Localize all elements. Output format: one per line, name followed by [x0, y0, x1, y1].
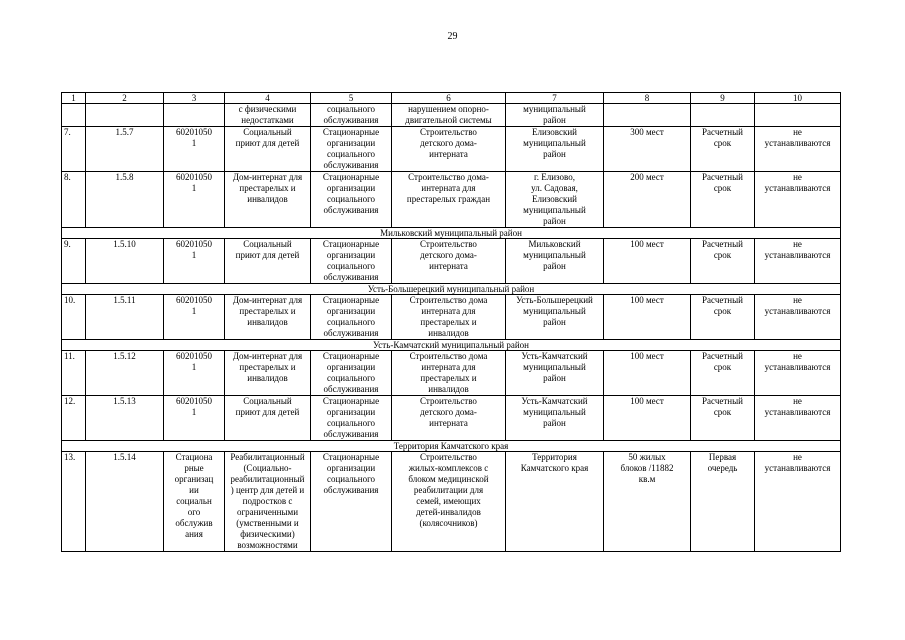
- section-title: Усть-Большерецкий муниципальный район: [62, 284, 841, 295]
- cell-line: Стационарные: [322, 127, 380, 137]
- cell-line: 1.5.7: [115, 127, 134, 137]
- cell-line: 100 мест: [630, 239, 664, 249]
- cell-line: социального: [326, 317, 376, 327]
- cell-line: ания: [185, 529, 203, 539]
- cell-line: Стационарные: [322, 172, 380, 182]
- cell-line: интерната: [429, 418, 468, 428]
- table-cell: [392, 127, 506, 172]
- header-cell: 9: [691, 93, 755, 104]
- cell-line: обслуживания: [323, 205, 379, 215]
- header-cell: 10: [755, 93, 841, 104]
- cell-line: обслуживания: [323, 429, 379, 439]
- section-title: Территория Камчатского края: [62, 441, 841, 452]
- cell-line: блоком медицинской: [408, 474, 489, 484]
- cell-line: Камчатского края: [520, 463, 589, 473]
- table-cell: [506, 239, 604, 284]
- cell-line: 11.: [64, 351, 75, 361]
- cell-line: район: [543, 216, 566, 226]
- cell-line: муниципальный: [523, 306, 586, 316]
- cell-line: Усть-Камчатский: [521, 351, 588, 361]
- table-cell: [392, 104, 506, 127]
- table-cell: [62, 172, 86, 228]
- table-cell: [86, 172, 164, 228]
- table-cell: [311, 452, 392, 552]
- table-cell: [691, 127, 755, 172]
- table-cell: [604, 295, 691, 340]
- table-cell: [691, 396, 755, 441]
- table-cell: [62, 452, 86, 552]
- table-cell: [164, 104, 225, 127]
- cell-line: 50 жилых: [628, 452, 666, 462]
- cell-line: престарелых и: [239, 306, 296, 316]
- cell-line: очередь: [707, 463, 738, 473]
- cell-line: Расчетный: [702, 239, 743, 249]
- cell-line: Усть-Большерецкий: [516, 295, 593, 305]
- cell-line: 60201050: [176, 351, 212, 361]
- table-cell: [392, 452, 506, 552]
- cell-line: интерната для: [421, 362, 476, 372]
- cell-line: 12.: [64, 396, 76, 406]
- cell-line: 100 мест: [630, 295, 664, 305]
- cell-line: не: [793, 452, 802, 462]
- table-cell: [392, 172, 506, 228]
- cell-line: социального: [326, 418, 376, 428]
- cell-line: реабилитации для: [413, 485, 484, 495]
- section-title: Усть-Камчатский муниципальный район: [62, 340, 841, 351]
- header-cell: 1: [62, 93, 86, 104]
- cell-line: детского дома-: [420, 138, 477, 148]
- cell-line: район: [543, 373, 566, 383]
- cell-line: обслуживания: [323, 485, 379, 495]
- cell-line: двигательной системы: [405, 115, 492, 125]
- table-cell: [225, 295, 311, 340]
- table-cell: [755, 172, 841, 228]
- cell-line: 300 мест: [630, 127, 664, 137]
- cell-line: организации: [326, 306, 376, 316]
- section-row: [62, 340, 841, 351]
- cell-line: интерната для: [421, 183, 476, 193]
- cell-line: район: [543, 317, 566, 327]
- cell-line: Стационарные: [322, 295, 380, 305]
- table-cell: [691, 239, 755, 284]
- section-row: [62, 441, 841, 452]
- table-cell: [86, 396, 164, 441]
- table-cell: [164, 127, 225, 172]
- table-cell: [604, 127, 691, 172]
- cell-line: Стационарные: [322, 396, 380, 406]
- cell-line: Мильковский: [528, 239, 581, 249]
- cell-line: инвалидов: [247, 317, 288, 327]
- header-cell: 6: [392, 93, 506, 104]
- header-cell: 2: [86, 93, 164, 104]
- cell-line: муниципальный: [523, 205, 586, 215]
- table-cell: [506, 172, 604, 228]
- cell-line: инвалидов: [428, 328, 469, 338]
- cell-line: реабилитационный: [230, 474, 305, 484]
- table-cell: [604, 351, 691, 396]
- table-cell: [311, 104, 392, 127]
- cell-line: возможностями: [237, 540, 298, 550]
- cell-line: Первая: [708, 452, 737, 462]
- table-cell: [506, 127, 604, 172]
- table-cell: [506, 351, 604, 396]
- cell-line: обслужив: [175, 518, 213, 528]
- cell-line: 10.: [64, 295, 76, 305]
- cell-line: престарелых и: [239, 183, 296, 193]
- cell-line: 1: [191, 138, 197, 148]
- cell-line: 100 мест: [630, 396, 664, 406]
- table-cell: [86, 127, 164, 172]
- cell-line: интерната для: [421, 306, 476, 316]
- table-cell: [691, 452, 755, 552]
- cell-line: инвалидов: [247, 373, 288, 383]
- cell-line: район: [543, 149, 566, 159]
- table-cell: [225, 172, 311, 228]
- table-cell: [311, 351, 392, 396]
- cell-line: организац: [174, 474, 214, 484]
- cell-line: район: [543, 261, 566, 271]
- cell-line: блоков /11882: [620, 463, 674, 473]
- table-cell: [755, 104, 841, 127]
- cell-line: социальн: [176, 496, 212, 506]
- cell-line: детей-инвалидов: [416, 507, 481, 517]
- table-cell: [755, 396, 841, 441]
- cell-line: срок: [713, 362, 732, 372]
- cell-line: 60201050: [176, 396, 212, 406]
- table-cell: [604, 239, 691, 284]
- table-cell: [86, 295, 164, 340]
- cell-line: (Социально-: [243, 463, 292, 473]
- table-cell: [164, 351, 225, 396]
- cell-line: Строительство дома: [409, 351, 488, 361]
- table-cell: [62, 295, 86, 340]
- cell-line: Расчетный: [702, 396, 743, 406]
- table-cell: [86, 104, 164, 127]
- table-cell: [755, 295, 841, 340]
- cell-line: Строительство дома-: [408, 172, 489, 182]
- cell-line: не: [793, 239, 802, 249]
- cell-line: социального: [326, 194, 376, 204]
- table-cell: [691, 172, 755, 228]
- cell-line: ) центр для детей и: [230, 485, 305, 495]
- cell-line: социального: [326, 474, 376, 484]
- table-cell: [604, 396, 691, 441]
- cell-line: 1: [191, 183, 197, 193]
- cell-line: 1: [191, 362, 197, 372]
- cell-line: 60201050: [176, 295, 212, 305]
- cell-line: 60201050: [176, 239, 212, 249]
- header-cell: 3: [164, 93, 225, 104]
- cell-line: недостатками: [241, 115, 294, 125]
- section-title: Мильковский муниципальный район: [62, 228, 841, 239]
- cell-line: 1.5.11: [113, 295, 136, 305]
- table-cell: [164, 452, 225, 552]
- table-row: [62, 172, 841, 228]
- cell-line: не: [793, 396, 802, 406]
- cell-line: 1.5.12: [113, 351, 136, 361]
- cell-line: 1: [191, 306, 197, 316]
- table-cell: [225, 396, 311, 441]
- cell-line: 1.5.8: [115, 172, 134, 182]
- table-cell: [225, 104, 311, 127]
- cell-line: нарушением опорно-: [408, 104, 489, 114]
- cell-line: срок: [713, 183, 732, 193]
- cell-line: кв.м: [638, 474, 656, 484]
- cell-line: 60201050: [176, 172, 212, 182]
- table-cell: [755, 127, 841, 172]
- table-cell: [691, 351, 755, 396]
- table-cell: [392, 351, 506, 396]
- cell-line: устанавливаются: [764, 250, 831, 260]
- cell-line: рные: [184, 463, 204, 473]
- cell-line: Расчетный: [702, 295, 743, 305]
- table-cell: [311, 172, 392, 228]
- cell-line: приют для детей: [235, 250, 300, 260]
- table-cell: [62, 351, 86, 396]
- table-row: [62, 452, 841, 552]
- cell-line: обслуживания: [323, 384, 379, 394]
- cell-line: Елизовский: [531, 194, 577, 204]
- cell-line: срок: [713, 138, 732, 148]
- cell-line: приют для детей: [235, 407, 300, 417]
- table-cell: [604, 104, 691, 127]
- cell-line: социального: [326, 373, 376, 383]
- cell-line: Елизовский: [531, 127, 577, 137]
- cell-line: 1: [191, 250, 197, 260]
- cell-line: инвалидов: [428, 384, 469, 394]
- table-cell: [311, 239, 392, 284]
- table-cell: [392, 239, 506, 284]
- cell-line: ого: [187, 507, 201, 517]
- cell-line: социального: [326, 104, 376, 114]
- cell-line: Стационарные: [322, 351, 380, 361]
- table-cell: [164, 239, 225, 284]
- cell-line: организации: [326, 407, 376, 417]
- cell-line: муниципальный: [523, 362, 586, 372]
- cell-line: подростков с: [242, 496, 293, 506]
- cell-line: Строительство: [420, 452, 477, 462]
- page-number: 29: [447, 31, 458, 42]
- cell-line: Социальный: [243, 239, 292, 249]
- cell-line: интерната: [429, 149, 468, 159]
- cell-line: устанавливаются: [764, 138, 831, 148]
- cell-line: Расчетный: [702, 127, 743, 137]
- table-cell: [62, 396, 86, 441]
- cell-line: муниципальный: [523, 138, 586, 148]
- table-cell: [62, 104, 86, 127]
- table-cell: [225, 351, 311, 396]
- table-cell: [86, 351, 164, 396]
- cell-line: г. Елизово,: [534, 172, 575, 182]
- cell-line: срок: [713, 306, 732, 316]
- cell-line: ул. Садовая,: [531, 183, 578, 193]
- cell-line: обслуживания: [323, 160, 379, 170]
- table-cell: [225, 239, 311, 284]
- cell-line: 1.5.10: [113, 239, 136, 249]
- cell-line: престарелых и: [420, 317, 477, 327]
- table-cell: [62, 127, 86, 172]
- table-cell: [311, 127, 392, 172]
- cell-line: Строительство: [420, 239, 477, 249]
- cell-line: детского дома-: [420, 250, 477, 260]
- cell-line: Социальный: [243, 127, 292, 137]
- cell-line: социального: [326, 149, 376, 159]
- cell-line: социального: [326, 261, 376, 271]
- cell-line: 60201050: [176, 127, 212, 137]
- cell-line: Строительство: [420, 396, 477, 406]
- cell-line: 100 мест: [630, 351, 664, 361]
- planning-table: [61, 92, 841, 552]
- table-row: [62, 127, 841, 172]
- table-cell: [62, 239, 86, 284]
- cell-line: обслуживания: [323, 272, 379, 282]
- cell-line: Усть-Камчатский: [521, 396, 588, 406]
- cell-line: не: [793, 127, 802, 137]
- cell-line: 200 мест: [630, 172, 664, 182]
- cell-line: обслуживания: [323, 115, 379, 125]
- cell-line: интерната: [429, 261, 468, 271]
- cell-line: физическими): [240, 529, 295, 539]
- table-row: [62, 295, 841, 340]
- cell-line: срок: [713, 250, 732, 260]
- cell-line: организации: [326, 250, 376, 260]
- cell-line: Территория: [532, 452, 577, 462]
- table-cell: [225, 452, 311, 552]
- table-cell: [506, 295, 604, 340]
- cell-line: 13.: [64, 452, 76, 462]
- cell-line: устанавливаются: [764, 463, 831, 473]
- header-cell: 8: [604, 93, 691, 104]
- section-row: [62, 228, 841, 239]
- table-cell: [311, 396, 392, 441]
- cell-line: Реабилитационный: [230, 452, 305, 462]
- cell-line: 1.5.14: [113, 452, 136, 462]
- cell-line: обслуживания: [323, 328, 379, 338]
- table-row: [62, 239, 841, 284]
- header-cell: 5: [311, 93, 392, 104]
- cell-line: семей, имеющих: [416, 496, 481, 506]
- table-cell: [691, 295, 755, 340]
- table-cell: [755, 351, 841, 396]
- cell-line: муниципальный: [523, 250, 586, 260]
- cell-line: Дом-интернат для: [232, 351, 303, 361]
- table-cell: [311, 295, 392, 340]
- cell-line: ограниченными: [236, 507, 299, 517]
- cell-line: Строительство дома: [409, 295, 488, 305]
- cell-line: организации: [326, 183, 376, 193]
- table-cell: [691, 104, 755, 127]
- table-cell: [164, 295, 225, 340]
- cell-line: престарелых и: [239, 362, 296, 372]
- table-cell: [755, 239, 841, 284]
- cell-line: устанавливаются: [764, 183, 831, 193]
- table-cell: [604, 172, 691, 228]
- section-row: [62, 284, 841, 295]
- table-cell: [86, 452, 164, 552]
- table-cell: [164, 396, 225, 441]
- cell-line: организации: [326, 463, 376, 473]
- cell-line: Стационарные: [322, 239, 380, 249]
- table-cell: [392, 295, 506, 340]
- header-cell: 7: [506, 93, 604, 104]
- table-body: [62, 93, 841, 552]
- cell-line: устанавливаются: [764, 306, 831, 316]
- cell-line: престарелых и: [420, 373, 477, 383]
- cell-line: район: [543, 115, 566, 125]
- cell-line: ии: [189, 485, 199, 495]
- cell-line: (колясочников): [419, 518, 478, 528]
- cell-line: (умственными и: [236, 518, 299, 528]
- cell-line: район: [543, 418, 566, 428]
- table-cell: [604, 452, 691, 552]
- cell-line: 1.5.13: [113, 396, 136, 406]
- cell-line: не: [793, 351, 802, 361]
- table-cell: [225, 127, 311, 172]
- cell-line: престарелых граждан: [406, 194, 491, 204]
- cell-line: приют для детей: [235, 138, 300, 148]
- cell-line: детского дома-: [420, 407, 477, 417]
- cell-line: Расчетный: [702, 172, 743, 182]
- cell-line: жилых-комплексов с: [408, 463, 489, 473]
- table-cell: [506, 396, 604, 441]
- table-cell: [164, 172, 225, 228]
- cell-line: устанавливаются: [764, 407, 831, 417]
- cell-line: не: [793, 295, 802, 305]
- cell-line: Дом-интернат для: [232, 295, 303, 305]
- cell-line: Стациона: [175, 452, 213, 462]
- cell-line: 1: [191, 407, 197, 417]
- table-cell: [506, 104, 604, 127]
- cell-line: Строительство: [420, 127, 477, 137]
- cell-line: организации: [326, 362, 376, 372]
- cell-line: организации: [326, 138, 376, 148]
- cell-line: не: [793, 172, 802, 182]
- table-row: [62, 351, 841, 396]
- table-cell: [86, 239, 164, 284]
- cell-line: 8.: [64, 172, 71, 182]
- cell-line: Стационарные: [322, 452, 380, 462]
- table-cell: [506, 452, 604, 552]
- cell-line: Расчетный: [702, 351, 743, 361]
- table-row: [62, 104, 841, 127]
- header-cell: 4: [225, 93, 311, 104]
- cell-line: Дом-интернат для: [232, 172, 303, 182]
- cell-line: с физическими: [238, 104, 297, 114]
- table-cell: [392, 396, 506, 441]
- cell-line: Социальный: [243, 396, 292, 406]
- table-cell: [755, 452, 841, 552]
- cell-line: устанавливаются: [764, 362, 831, 372]
- cell-line: муниципальный: [523, 407, 586, 417]
- cell-line: 7.: [64, 127, 71, 137]
- cell-line: инвалидов: [247, 194, 288, 204]
- cell-line: 9.: [64, 239, 71, 249]
- header-row: [62, 93, 841, 104]
- cell-line: срок: [713, 407, 732, 417]
- cell-line: муниципальный: [523, 104, 586, 114]
- table-row: [62, 396, 841, 441]
